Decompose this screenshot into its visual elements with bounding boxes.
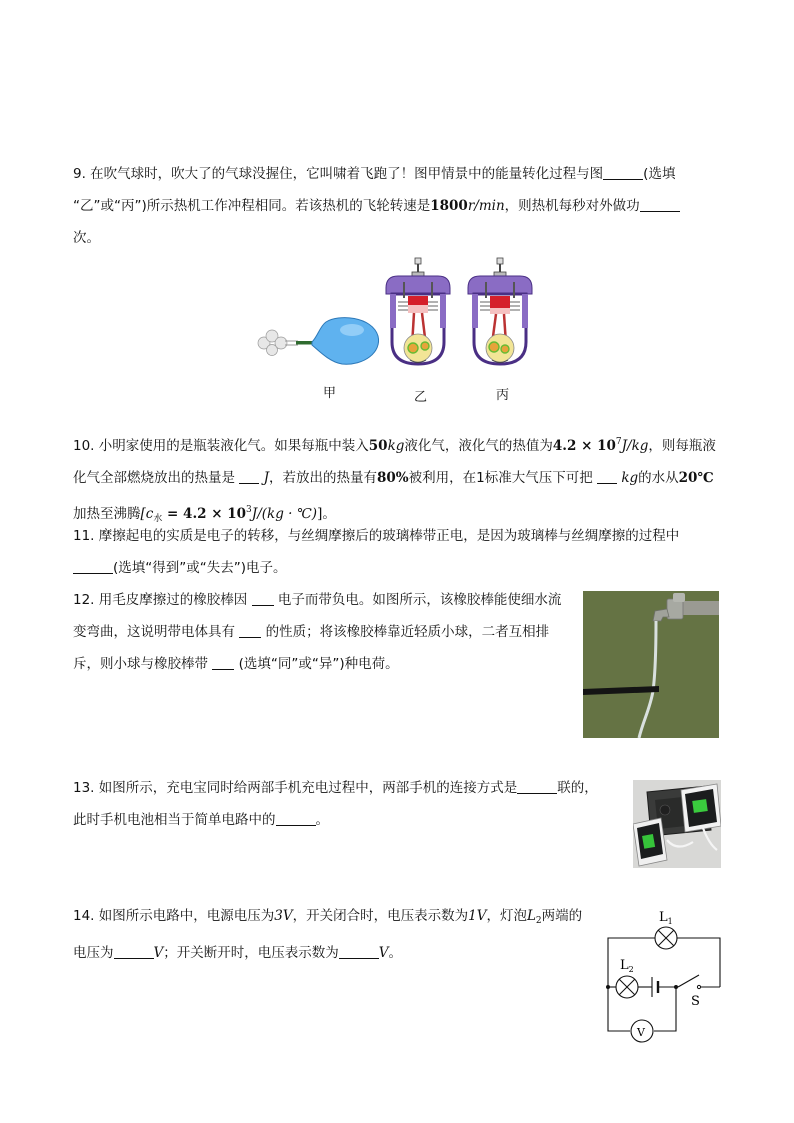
q11-line-2: (选填“得到”或“失去”)电子。 (73, 552, 679, 584)
question-14 (73, 900, 582, 969)
q10-line-1: 10. 小明家使用的是瓶装液化气。如果每瓶中装入50kg液化气，液化气的热值为$4.2 \times 10^7J/kg$，则每瓶液 (73, 437, 716, 454)
answer-blank[interactable] (239, 468, 259, 484)
answer-blank[interactable] (252, 590, 274, 606)
answer-blank[interactable] (114, 943, 154, 959)
answer-blank[interactable] (640, 196, 680, 212)
q13-powerbank-photo (633, 780, 721, 868)
q13-line-2: 此时手机电池相当于简单电路中的 。 (73, 812, 329, 828)
q10-line-2: 化气全部燃烧放出的热量是 J，若放出的热量有80%被利用，在1标准大气压下可把 kg的水从20℃ (73, 470, 714, 486)
q11-line-1: 11. 摩擦起电的实质是电子的转移，与丝绸摩擦后的玻璃棒带正电，是因为玻璃棒与丝绸摩擦的过程中 (73, 528, 680, 544)
answer-blank[interactable] (339, 943, 379, 959)
switch-contact (697, 985, 700, 988)
air-puff-icon (258, 330, 298, 356)
q9-line-2: “乙”或“丙”)所示热机工作冲程相同。若该热机的飞轮转速是1800r/min，则热机每秒对外做功 (73, 190, 680, 222)
question-10 (73, 426, 716, 535)
circuit-label-l2: $L_2$ (620, 958, 634, 974)
circuit-label-switch: S (691, 994, 700, 1009)
circuit-label-voltmeter: V (637, 1026, 645, 1039)
answer-blank[interactable] (239, 622, 261, 638)
balloon-icon (296, 318, 379, 365)
q14-line-1: 14. 如图所示电路中，电源电压为3V，开关闭合时，电压表示数为1V，灯泡$L_2$两端的 (73, 908, 583, 926)
question-11 (73, 520, 679, 584)
q10-line-3: 加热至沸腾[$c_水 = 4.2 \times 10^3J/(kg$ · ℃)]。 (73, 505, 336, 524)
circuit-label-l1: $L_1$ (659, 910, 673, 926)
answer-blank[interactable] (73, 558, 113, 574)
q12-faucet-photo (583, 591, 719, 738)
q9-line-3: 次。 (73, 230, 100, 246)
q12-line-1: 12. 用毛皮摩擦过的橡胶棒因 电子而带负电。如图所示，该橡胶棒能使细水流 (73, 592, 562, 608)
question-9 (73, 158, 680, 254)
answer-blank[interactable] (212, 654, 234, 670)
phone-right-icon (681, 784, 721, 832)
answer-blank[interactable] (276, 810, 316, 826)
answer-blank[interactable] (597, 468, 617, 484)
engine-bing-icon (468, 258, 532, 364)
q14-circuit-diagram (600, 905, 726, 1045)
junction-dot (674, 985, 678, 989)
phone-left-icon (633, 818, 667, 866)
figure-label-jia: 甲 (323, 386, 337, 401)
q9-line-1: 9. 在吹气球时，吹大了的气球没握住，它叫啸着飞跑了！图甲情景中的能量转化过程与图 (选填 (73, 166, 676, 182)
question-13 (73, 772, 598, 836)
q12-line-2: 变弯曲，这说明带电体具有 的性质；将该橡胶棒靠近轻质小球，二者互相排 (73, 624, 550, 640)
q14-line-2: 电压为 V；开关断开时，电压表示数为 V。 (73, 945, 402, 961)
q12-line-3: 斥，则小球与橡胶棒带 (选填“同”或“异”)种电荷。 (73, 656, 399, 672)
figure-label-bing: 丙 (496, 388, 510, 403)
figure-label-yi: 乙 (414, 390, 428, 405)
q9-figure (252, 256, 552, 404)
answer-blank[interactable] (517, 778, 557, 794)
junction-dot (606, 985, 610, 989)
answer-blank[interactable] (603, 164, 643, 180)
question-12 (73, 584, 561, 680)
q13-line-1: 13. 如图所示，充电宝同时给两部手机充电过程中，两部手机的连接方式是 联的， (73, 780, 598, 796)
engine-yi-icon (386, 258, 450, 364)
